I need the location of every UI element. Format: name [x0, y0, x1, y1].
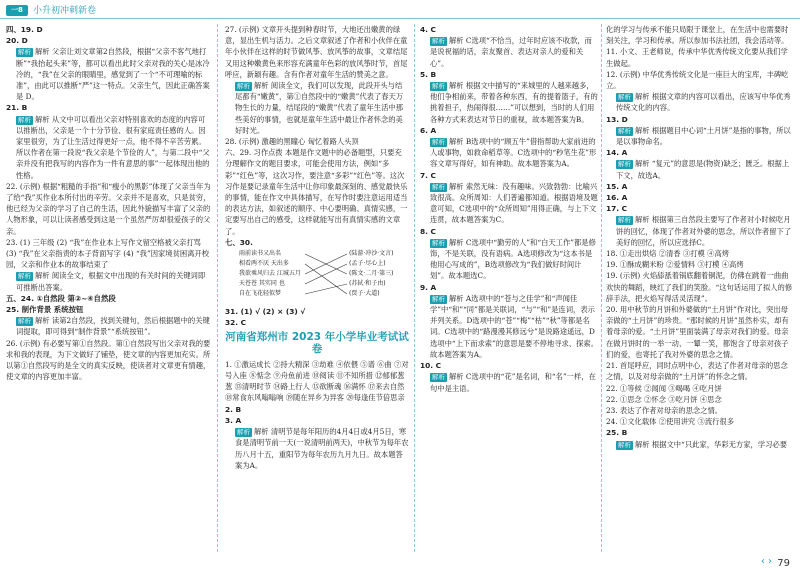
- answer-line: 31. (1) √ (2) × (3) √: [225, 307, 306, 317]
- column-1: [6, 24, 211, 564]
- answer-line: 32. C: [225, 318, 247, 328]
- answer-line: 7. C: [420, 170, 436, 180]
- answer-line: 22. ①等候 ②闻闻 ③喝喝 ④吃月饼: [606, 383, 722, 393]
- analysis-text: 解析 解析 根据文中“只此家，华彩无方家，学习必要: [618, 439, 787, 449]
- header-rule: [0, 18, 800, 19]
- header-badge: 一8: [6, 5, 28, 16]
- answer-line: 25. B: [606, 428, 628, 438]
- answer-line: 20. 用中秋节的月饼和外婆做的“土月饼”作对比，突出母亲做的“土月饼”的珍贵。“那时候的月饼”虽然朴实，却有着母亲的爱。“土月饼”里面装满了母亲对我们的爱。母亲在做月饼时的一举一动、一颦一笑，都饱含了母亲对孩子们的爱，也寄托了我对外婆的思念之情。: [606, 305, 789, 359]
- answer-line: 15. A: [606, 181, 628, 191]
- answer-line: 27. (示例) 文章开头提到种春时节，大地还出嫩黄的绿意，显出生机与活力。之后文章叙述了作者和小伙伴在童年小伙伴在这样的时节做风筝、放风筝的故事，文章结尾又用这种嫩黄色来形容充满童年色彩的放风筝时节，首尾呼应，新颖有趣。含有作者对童年生活的赞美之意。: [225, 25, 408, 79]
- answer-line: 16. A: [606, 193, 628, 203]
- page-nav-arrows-icon[interactable]: ‹ ›: [760, 556, 772, 567]
- answer-line: 22. ①思念 ②怀念 ③吃月饼 ④思念: [606, 394, 722, 404]
- column-divider: [601, 24, 602, 552]
- answer-line: 20. D: [6, 36, 28, 46]
- header-title: 小升初冲刺新卷: [33, 6, 97, 16]
- answer-line: 5. B: [420, 69, 437, 79]
- analysis-text: 解析 解析 清明节是每年阳历的4月4日或4月5日，寒食是清明节前一天(一说清明前两天)，中秋节为每年农历八月十五，重阳节为每年农历九月九日。故本题答案为A。: [235, 427, 409, 470]
- match-left-item: 自在飞花轻似梦: [239, 290, 282, 298]
- answer-line: 4. C: [420, 25, 436, 34]
- match-right-item: (苏轼·和子由): [349, 280, 386, 288]
- answer-line: 18. ①走出烘焙 ②清香 ③打模 ④高烤: [606, 249, 730, 259]
- page-header: [0, 0, 800, 20]
- exam-title: 河南省郑州市 2023 年小学毕业考试试卷: [225, 331, 409, 355]
- answer-line: 21. 首尾呼应，同时点明中心，表达了作者对母亲的思念之情，以及对母亲做的“土月饼”的怀念之情。: [606, 361, 788, 382]
- answer-line: 13. D: [606, 114, 628, 124]
- answer-line: 6. A: [420, 125, 437, 135]
- analysis-text: 解析 解析 根据题目中心词“土月饼”是指的事物，所以是以事物命名。: [616, 125, 791, 147]
- analysis-text: 解析 解析 “复元”的意思是(物资)缺乏；匮乏。根据上下文，故选A。: [616, 159, 790, 180]
- analysis-text: 解析 解析 父亲让刘文章第2自然段，根据“父亲不客气地打断”“我抬起头来”等，都可以看出此时父亲对我的关心是冰冷冷的，“我”在父亲的眼睛里，感觉到了一个“不可理喻的标准”，由此可以推断“严”这一特点。父亲生气，因此正确答案是 D。: [16, 47, 210, 102]
- match-right-item: (陈文·二月·第三): [349, 270, 394, 278]
- answer-line: 1. ①激运成长 ②持大精深 ③劫难 ④依偎 ⑤谱 ⑥曲 ⑦对号入座 ⑧惦念 ⑨舟鱼前进 ⑩阅读 ⑪不知所措 ⑫郁郁葱葱 ⑬清明时节 ⑭路上行人 ⑮欲断魂 ⑯满怀 ⑰来去自然 ⑱常食东风嗡嗡响 ⑲随在异乡为异客 ⑳每逢佳节倍思亲: [225, 359, 409, 403]
- answer-line: 21. B: [6, 103, 28, 113]
- answer-line: 四、19. D: [6, 25, 43, 34]
- answer-line: 26. (示例) 有必要写第①自然段。第①自然段写出父亲对我的要求和我的表现，为下文做好了铺垫，使文章的内容更加充实。所以第①自然段写的是全文的真实反映，使读者对文章更有情趣，使文章的内容更加丰富。: [6, 338, 211, 382]
- column-4: [606, 24, 794, 564]
- answer-line: 12. (示例) 中华优秀传统文化是一座巨大的宝库，丰碑屹立。: [606, 69, 789, 91]
- answer-line: 22. (示例) 根据“粗糙的手指”和“瘦小的黑影”体现了父亲当年为了给“我”买作业本所付出的辛劳。父亲并不是喜欢，只是贫穷，他已经为父亲的学习了自己的生活，因此外貌描写丰富了父亲的人物形象，可以让读者感受到这是一个虽然严厉却很爱孩子的父亲。: [6, 181, 211, 236]
- analysis-text: 解析 解析 根据第三自然段主要写了作者对小时候吃月饼的回忆，体现了作者对外婆的思念，所以作者留下了美好的回忆，所以应选择C。: [616, 215, 792, 247]
- match-right-item: (陆游·冲沙·文言): [349, 250, 394, 258]
- analysis-text: 解析 解析 根据文中描写的“来城里的人越来越多，他们争相前来，带着各种东西，有的提着篮子，有的挑着担子，热闹得很……”可以想到，当时的人们用各种方式来表达对节日的重视，故本题答案为B。: [430, 81, 598, 124]
- matching-diagram: [239, 250, 407, 304]
- match-right-item: (孟子·尽心上): [349, 260, 386, 268]
- match-left-item: 我欲乘风归去 江城五月: [239, 270, 301, 278]
- analysis-text: 解析 解析 根据文章的内容可以看出，应该写中华优秀传统文化的内容。: [616, 92, 791, 113]
- match-left-item: 相看两不厌 天出多: [239, 260, 289, 268]
- answer-line: 23. (1) 三年级 (2) “我”在作业本上写作文留空格被父亲打骂 (3) “我”在父亲指责的本子背面写字 (4) “我”因家境贫困离开校园，父亲和作业本的故事结束了: [6, 237, 210, 270]
- analysis-text: 解析 解析 B选项中的“顾五牛”借指帮助大家前进的人或事物，如救命稻草等。C选项中的“秒笔生花”形容文章写得好，如有神助。故本题答案为A。: [430, 137, 597, 169]
- analysis-text: 解析 解析 C选项“不恰当，过年时应该不收款，而是说祝福的话，亲友聚首、表达对亲人的爱和关心”。: [430, 36, 592, 68]
- column-divider: [414, 24, 415, 552]
- answer-line: 25. 制作背景 系统按钮: [6, 305, 84, 315]
- answer-line: 11. 小文、王老师说，传承中华优秀传统文化要从我们学生做起。: [606, 47, 788, 68]
- answer-line: 24. ①文化载体 ②使用讲究 ③流行很多: [606, 417, 735, 427]
- match-left-item: 雨前读书又出名: [239, 250, 282, 258]
- answer-line: 10. C: [420, 361, 442, 371]
- answer-line: 2. B: [225, 404, 242, 414]
- answer-line: 17. C: [606, 204, 628, 214]
- analysis-text: 解析 解析 从文中可以看出父亲对特别喜欢的态度的内容可以推断出，父亲是一个十分节俭、很有家庭责任感的人。因家里很穷，为了让生活过得更好一点，他不得不辛苦劳累。所以作者在第一段说“我父亲是个节俭的人”，与第二段中“父亲并没有把我写的内容作为一件有意思的事”一起体现出他的性格。: [16, 114, 210, 180]
- match-left-item: 天苍苍 其实同 也: [239, 280, 285, 288]
- answer-line: 五、24. ①自然段 第②~④自然段: [6, 293, 116, 303]
- answer-line: 23. 表达了作者对母亲的思念之情。: [606, 405, 723, 415]
- analysis-text: 解析 解析 阅读全文，我们可以发现，此段开头与结尾都有“嫩黄”，第①自然段中的“嫩黄”代表了春天万物生长的力量，结尾段的“嫩黄”代表了童年生活中那些美好的事情，也就是童年生活中最让作者怀念的美好时光。: [235, 81, 404, 135]
- analysis-text: 解析 解析 A选项中的“苍与之佳学”和“声闻佳学”中“和”“同”都是关联词，“与”“和”是连词，表示并列关系。D选项中的“苍”“梅”“枯”“秋”等都是名词。C选项中的“路漫漫其修远兮”是说路途遥远，D选项中“上下而求索”的意思是要不停地寻求、探索。故本题答案为A。: [430, 293, 598, 359]
- match-right-item: (贾子·大道): [349, 290, 380, 298]
- answer-line: 8. C: [420, 226, 436, 236]
- answer-line: 9. A: [420, 282, 437, 292]
- page-number: 79: [777, 558, 790, 569]
- answer-line: 3. A: [225, 415, 242, 425]
- analysis-text: 解析 解析 C选项中“勤劳的人”和“白天工作”都是修饰，不是关联，没有语病。A选项修改为“这本书是他用心写成的”，B选项修改为“我们做好时间计划”。故本题选C。: [430, 237, 596, 281]
- column-2: [225, 24, 409, 564]
- analysis-text: 解析 解析 索然无味：没有趣味。兴致勃勃：比喻兴致很高。众所周知：人们普遍都知道。根据语境及题意可知，C选项中的“众所周知”用得正确，与上下文连贯，故本题答案为C。: [430, 181, 598, 225]
- analysis-text: 解析 解析 阅读全文，根据文中出现的有关时间的关键词即可推断出答案。: [16, 271, 206, 292]
- answer-line: 28. (示例) 激趣的黑瞳心 匈忆着路人头顶: [225, 137, 359, 147]
- answer-line: 七、30.: [225, 237, 253, 247]
- analysis-text: 解析 解析 C选项中的“花”是名词，和“名”一样，在句中是主语。: [430, 372, 596, 393]
- answer-line: 19. ①酥成糊米粉 ②爱情料 ③打模 ④高烤: [606, 260, 744, 270]
- answer-line: 19. (示例) 火焰舔舐着锅底翻着铜泥，仿佛在跳着一曲曲欢快的舞蹈，映红了我们的笑脸。“这句话运用了拟人的修辞手法，把火焰写得活灵活现”。: [606, 271, 793, 303]
- column-divider: [217, 24, 218, 552]
- answer-line: 14. A: [606, 148, 628, 158]
- answer-line: 六、29. 习作点拨 本题是作文题中的必备题型，只要充分理解作文的题目要求，可能会使用方法，例如“多彩”“红色”等，这次习作，要注意“多彩”“红色”等。这次习作是要记录童年生活中让你印象最深刻的、感觉最快乐的事情，能在作文中具体描写，在写作时要注意运用适当的表达方法，如叙述的顺序、中心要明确、真情实感，一定要写出自己的感受，这样就能写出有真情实感的文章了。: [225, 148, 408, 236]
- column-3: [420, 24, 598, 564]
- answer-line: 化的学习与传承不能只局限于课堂上，在生活中也需要时刻关注，学习和传承。所以参加书法社团，我会活动等。: [606, 25, 789, 46]
- analysis-text: 解析 解析 读第2自然段，找到关键句，然后根据题中的关键词提取，即可得到“制作背景”“系统按钮”。: [16, 316, 210, 337]
- match-lines: [239, 250, 407, 304]
